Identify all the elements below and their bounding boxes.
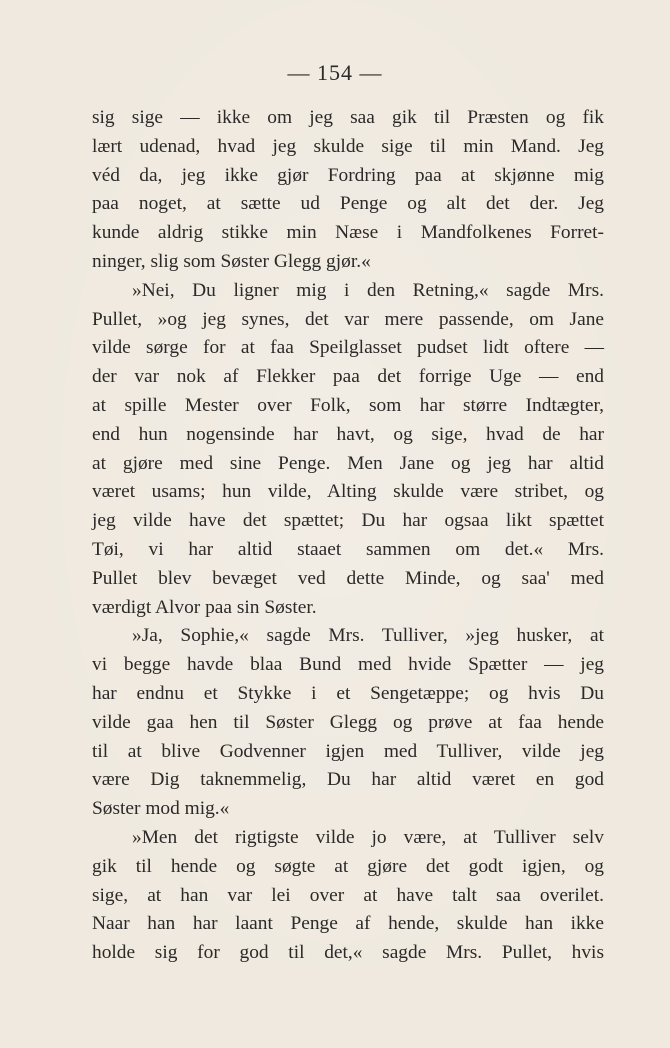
text-line: vi begge havde blaa Bund med hvide Spætter — jeg	[92, 654, 604, 676]
text-line: vilde gaa hen til Søster Glegg og prøve at faa hende	[92, 711, 604, 733]
text-line: værdigt Alvor paa sin Søster.	[92, 596, 317, 618]
text-line: der var nok af Flekker paa det forrige Uge — end	[92, 366, 604, 388]
text-line: til at blive Godvenner igjen med Tulliver, vilde jeg	[92, 740, 604, 762]
text-line: være Dig taknemmelig, Du har altid været en god	[92, 769, 604, 791]
text-line: »Nei, Du ligner mig i den Retning,« sagde Mrs.	[132, 279, 604, 301]
page-number: — 154 —	[287, 60, 383, 85]
text-line: at spille Mester over Folk, som har større Indtægter,	[92, 394, 604, 416]
text-line: sige, at han var lei over at have talt saa overilet.	[92, 884, 604, 906]
text-line: jeg vilde have det spættet; Du har ogsaa likt spættet	[92, 510, 604, 532]
text-line: har endnu et Stykke i et Sengetæppe; og hvis Du	[92, 682, 604, 704]
text-line: gik til hende og søgte at gjøre det godt igjen, og	[92, 855, 604, 877]
text-line: vilde sørge for at faa Speilglasset pudset lidt oftere —	[92, 337, 604, 359]
body-text	[92, 104, 604, 968]
text-line: véd da, jeg ikke gjør Fordring paa at skjønne mig	[92, 164, 604, 186]
text-line: ninger, slig som Søster Glegg gjør.«	[92, 250, 371, 272]
text-line: »Men det rigtigste vilde jo være, at Tulliver selv	[132, 826, 604, 848]
text-line: sig sige — ikke om jeg saa gik til Præsten og fik	[92, 107, 604, 128]
text-line: Tøi, vi har altid staaet sammen om det.« Mrs.	[92, 538, 604, 560]
text-line: Søster mod mig.«	[92, 798, 230, 820]
text-line: Naar han har laant Penge af hende, skulde han ikke	[92, 913, 604, 935]
text-line: end hun nogensinde har havt, og sige, hvad de har	[92, 423, 604, 445]
text-line: at gjøre med sine Penge. Men Jane og jeg har altid	[92, 452, 604, 474]
text-line: kunde aldrig stikke min Næse i Mandfolkenes Forret-	[92, 222, 604, 244]
text-line: »Ja, Sophie,« sagde Mrs. Tulliver, »jeg husker, at	[132, 625, 604, 647]
text-line: været usams; hun vilde, Alting skulde være stribet, og	[92, 481, 604, 503]
text-line: holde sig for god til det,« sagde Mrs. Pullet, hvis	[92, 942, 604, 964]
text-line: lært udenad, hvad jeg skulde sige til min Mand. Jeg	[92, 135, 604, 157]
text-line: Pullet blev bevæget ved dette Minde, og saa' med	[92, 567, 604, 589]
text-line: paa noget, at sætte ud Penge og alt det der. Jeg	[92, 193, 604, 215]
text-line: Pullet, »og jeg synes, det var mere passende, om Jane	[92, 308, 604, 330]
